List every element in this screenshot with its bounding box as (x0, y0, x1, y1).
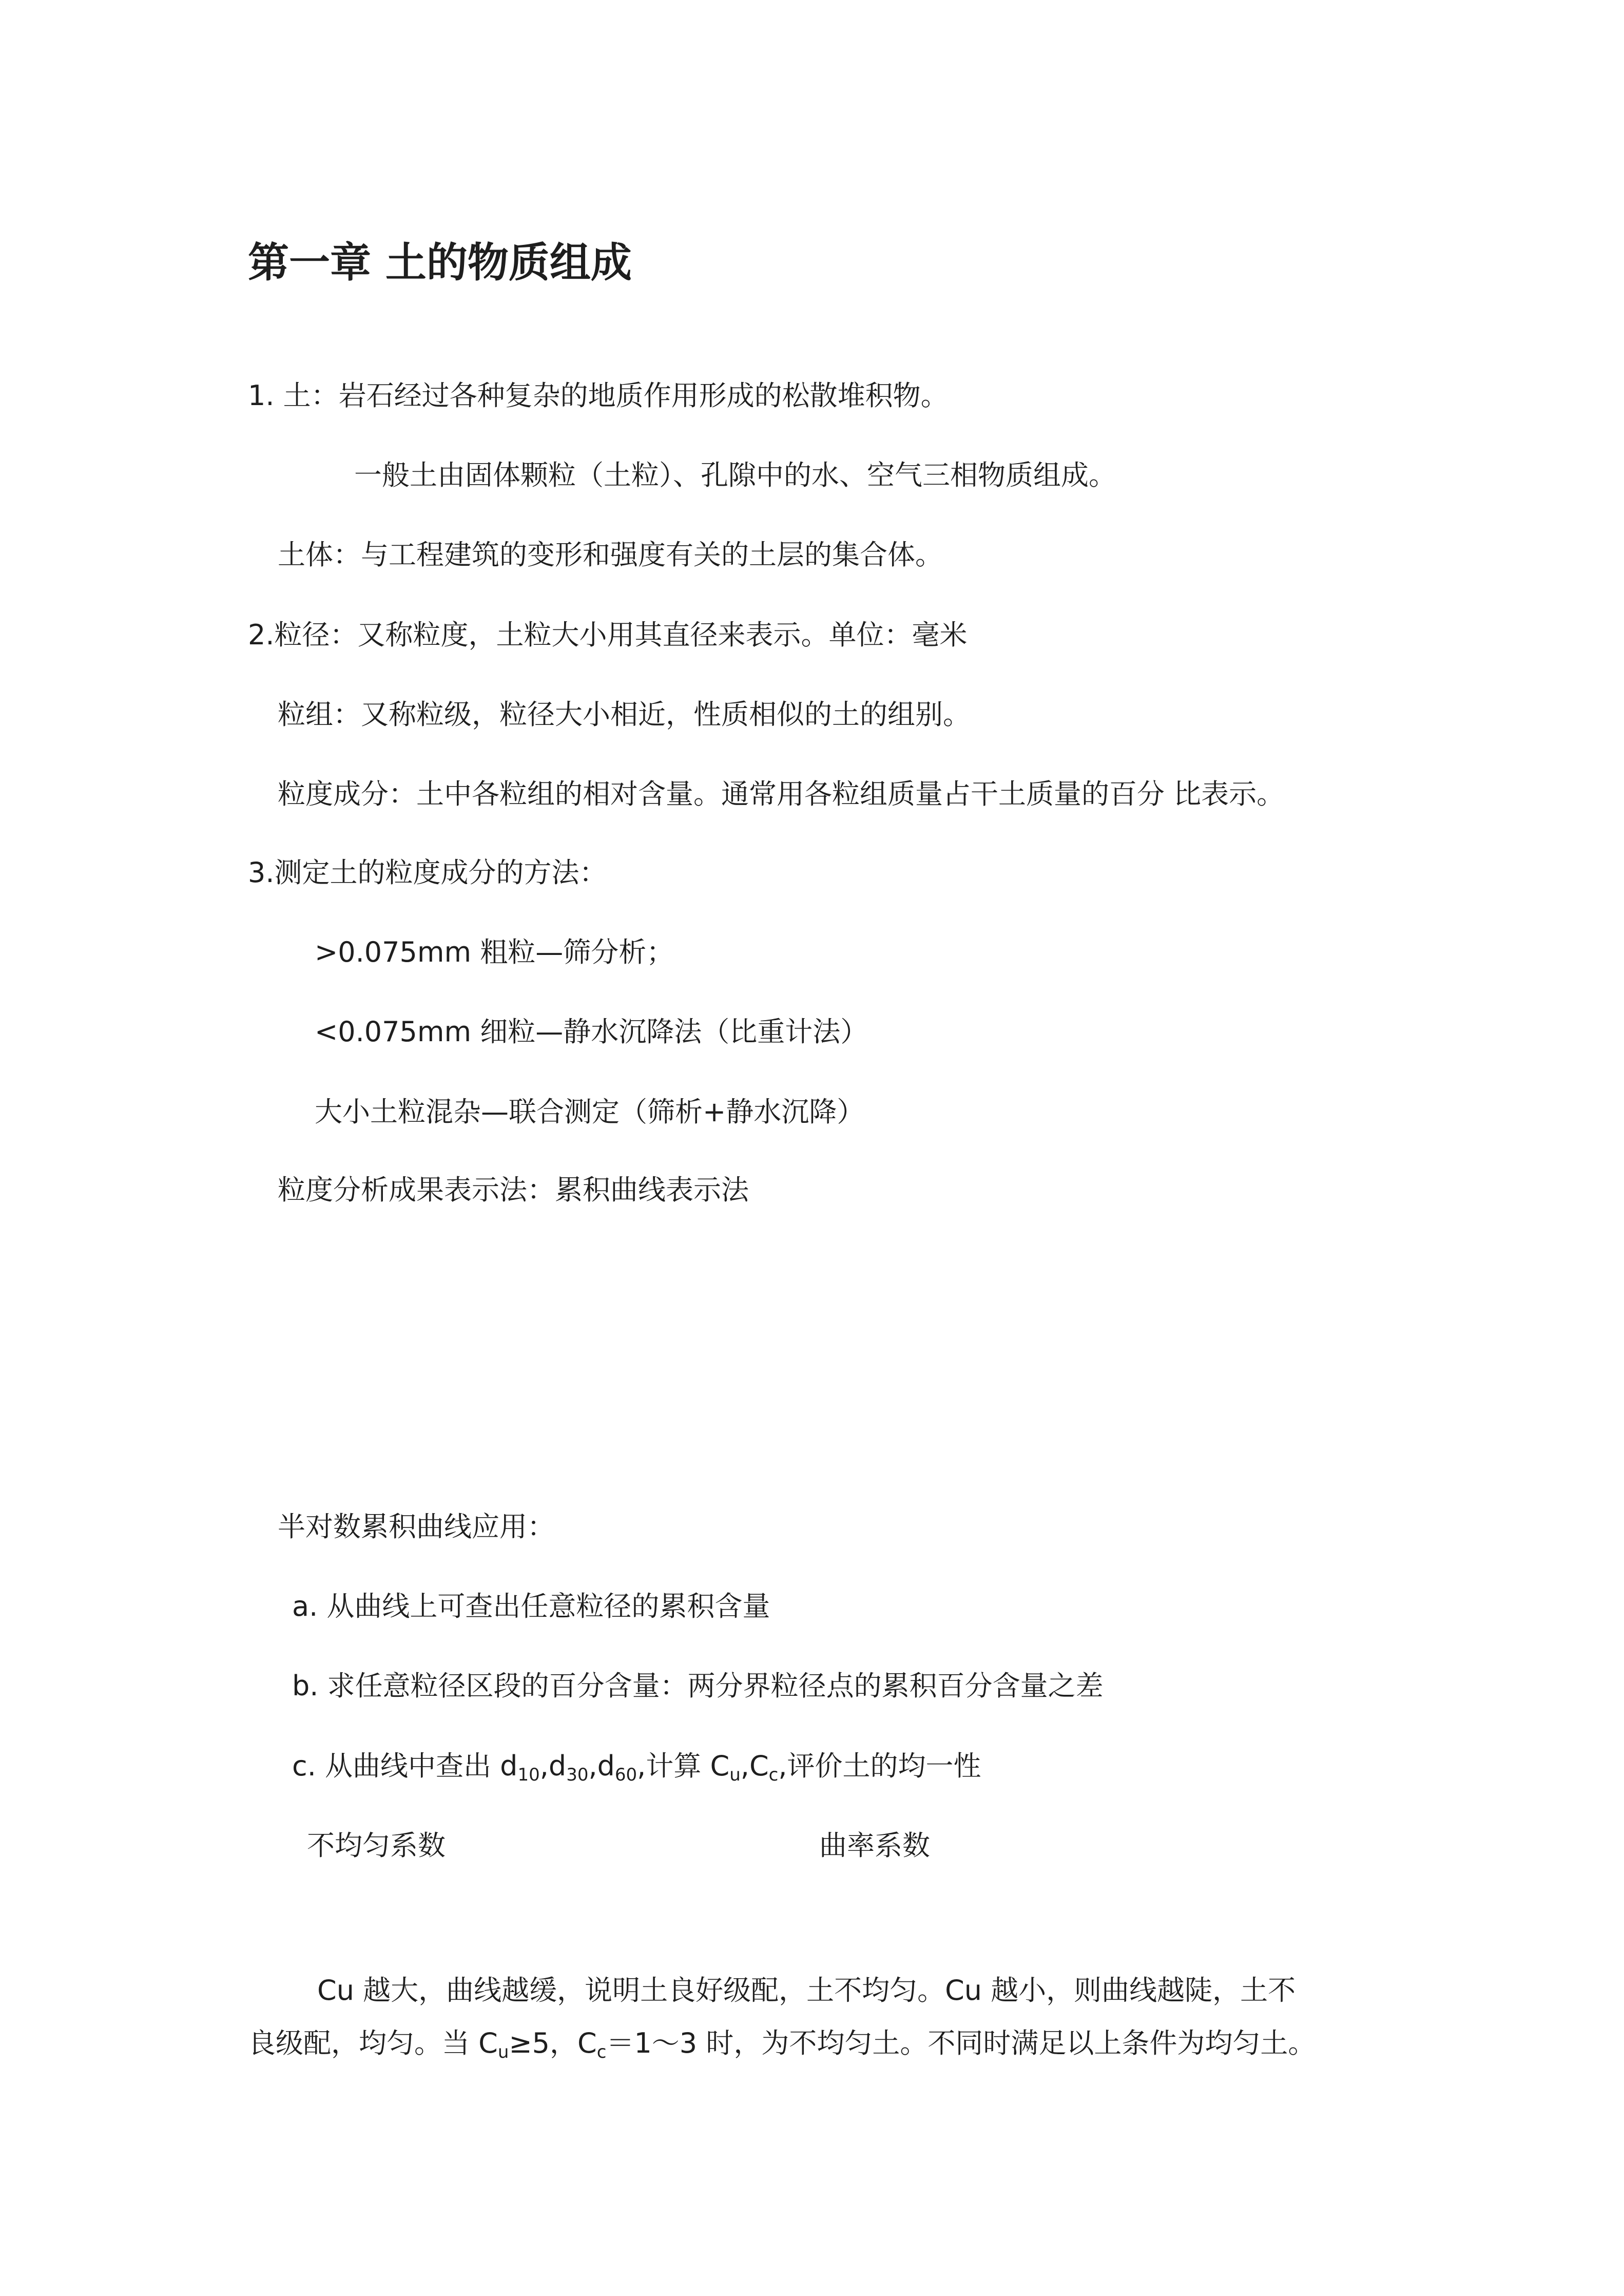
grain-group-definition: 粒组：又称粒级，粒径大小相近，性质相似的土的组别。 (278, 698, 971, 731)
text: ≥5，C (509, 2027, 597, 2059)
soil-composition: 一般土由固体颗粒（土粒）、孔隙中的水、空气三相物质组成。 (354, 459, 1116, 491)
text: ,计算 C (637, 1750, 730, 1782)
cc-label: 曲率系数 (819, 1829, 930, 1862)
subscript: c (596, 2042, 607, 2062)
application-c (292, 1748, 981, 1784)
text: ＝1～3 时，为不均匀土。不同时满足以上条件为均匀土。 (606, 2027, 1316, 2059)
text: ,评价土的均一性 (778, 1750, 981, 1782)
text: 良级配，均匀。当 C (248, 2027, 498, 2059)
conclusion-line-2 (248, 2025, 1316, 2061)
chapter-title: 第一章 土的物质组成 (248, 239, 632, 286)
text: ,d (588, 1750, 615, 1782)
application-a: a. 从曲线上可查出任意粒径的累积含量 (292, 1590, 770, 1622)
subscript: c (768, 1765, 779, 1785)
text: ,d (539, 1750, 567, 1782)
conclusion-line-1: Cu 越大，曲线越缓，说明土良好级配，土不均匀。Cu 越小，则曲线越陡，土不 (317, 1974, 1296, 2006)
text: ,C (740, 1750, 769, 1782)
grain-size-definition: 2.粒径：又称粒度，土粒大小用其直径来表示。单位：毫米 (248, 619, 968, 651)
subscript: u (729, 1765, 741, 1785)
application-b: b. 求任意粒径区段的百分含量：两分界粒径点的累积百分含量之差 (292, 1670, 1104, 1702)
subscript: 10 (517, 1765, 540, 1785)
gradation-definition: 粒度成分：土中各粒组的相对含量。通常用各粒组质量占干土质量的百分 比表示。 (278, 778, 1285, 810)
subscript: 30 (566, 1765, 589, 1785)
method-mixed: 大小土粒混杂—联合测定（筛析+静水沉降） (315, 1096, 865, 1128)
method-heading: 3.测定土的粒度成分的方法： (248, 856, 607, 889)
subscript: u (497, 2042, 509, 2062)
cu-label: 不均匀系数 (307, 1829, 446, 1862)
subscript: 60 (614, 1765, 637, 1785)
application-heading: 半对数累积曲线应用： (278, 1510, 555, 1543)
text: c. 从曲线中查出 d (292, 1750, 518, 1782)
soil-mass-definition: 土体：与工程建筑的变形和强度有关的土层的集合体。 (278, 539, 943, 571)
method-coarse: >0.075mm 粗粒—筛分析； (315, 936, 674, 968)
method-fine: <0.075mm 细粒—静水沉降法（比重计法） (315, 1016, 868, 1048)
soil-definition: 1. 土：岩石经过各种复杂的地质作用形成的松散堆积物。 (248, 379, 949, 412)
result-representation: 粒度分析成果表示法：累积曲线表示法 (278, 1174, 749, 1206)
